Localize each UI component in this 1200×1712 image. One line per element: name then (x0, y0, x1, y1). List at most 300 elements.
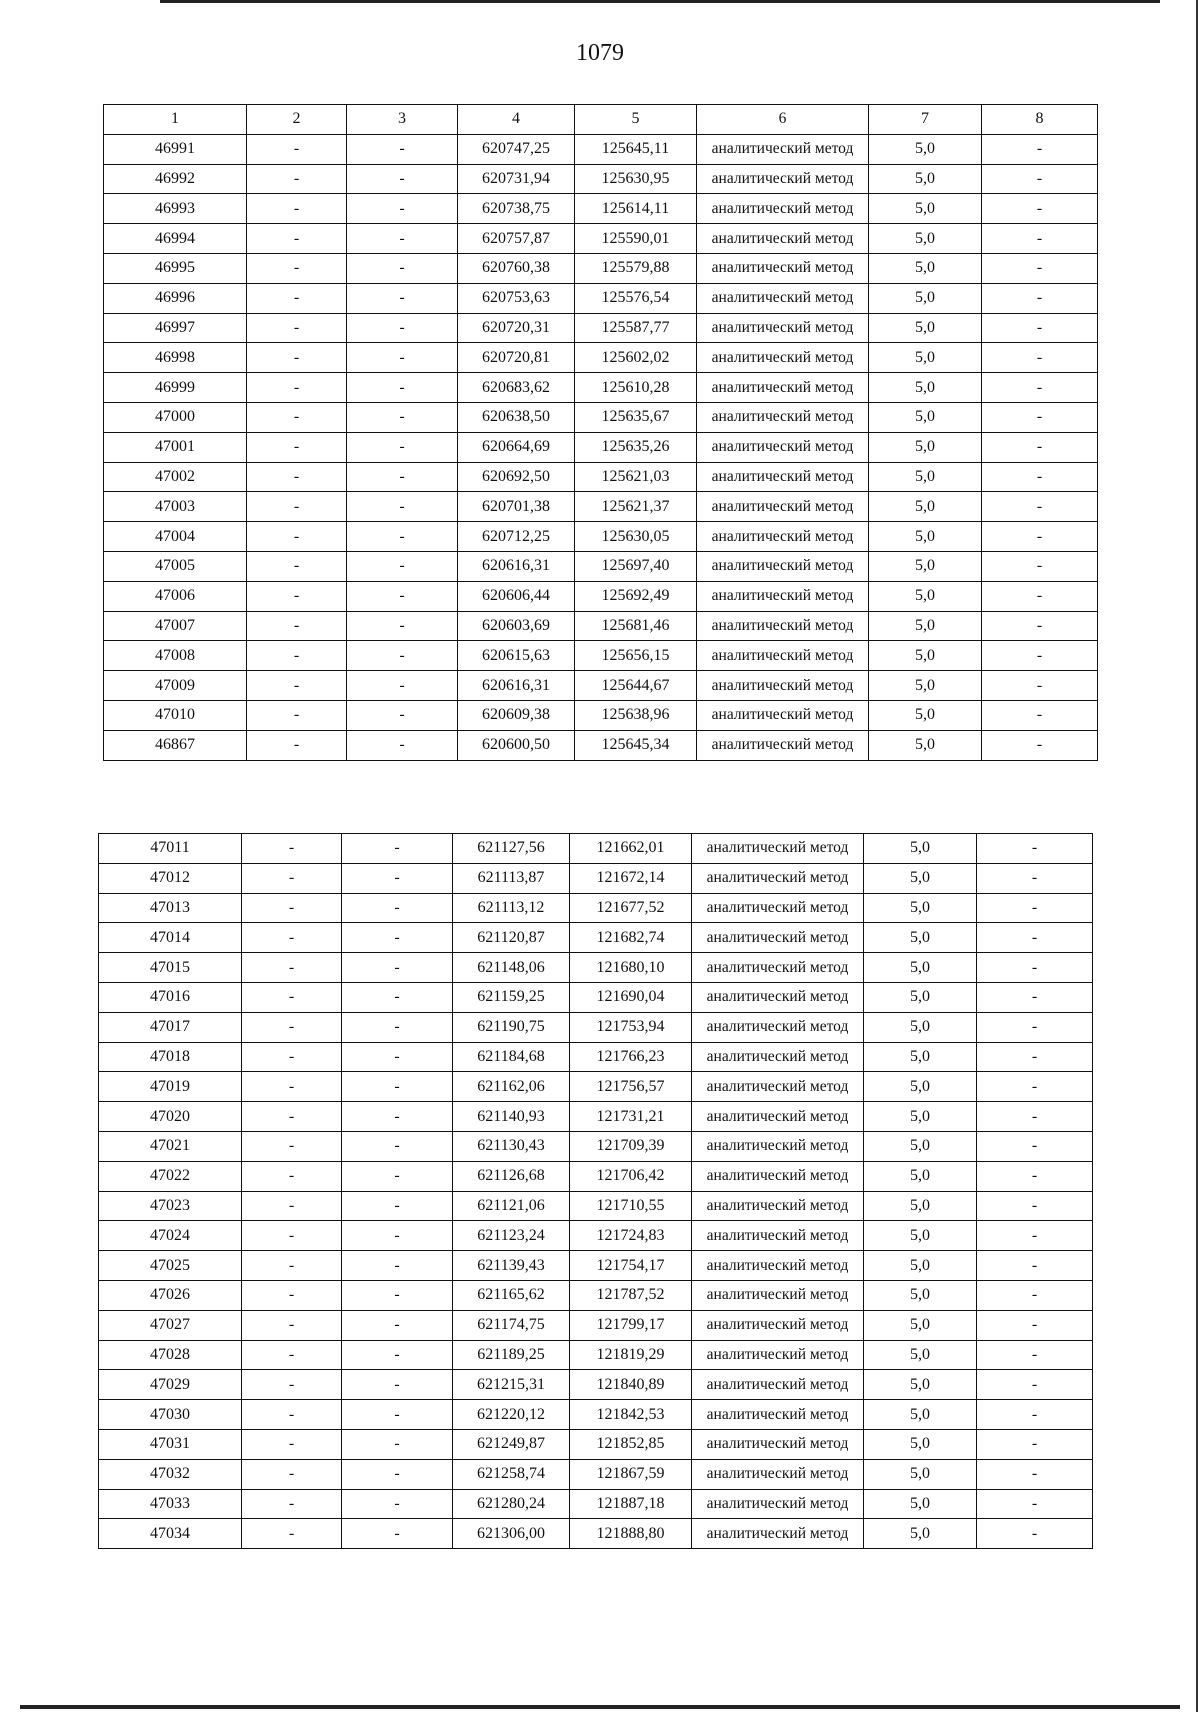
table-cell: 125645,11 (575, 134, 697, 164)
table-cell: аналитический метод (692, 1131, 864, 1161)
table-row (104, 313, 1098, 343)
table-cell: 46993 (104, 194, 247, 224)
table-cell: аналитический метод (697, 194, 869, 224)
table-cell: 620720,81 (458, 343, 575, 373)
table-cell: 125621,37 (575, 492, 697, 522)
table-cell: - (242, 1251, 342, 1281)
table-cell: - (242, 1012, 342, 1042)
table-cell: 125621,03 (575, 462, 697, 492)
table-cell: аналитический метод (692, 982, 864, 1012)
table-cell: - (982, 194, 1098, 224)
table-cell: - (342, 1042, 453, 1072)
table-cell: 5,0 (864, 1489, 977, 1519)
table-cell: 620600,50 (458, 730, 575, 760)
table-cell: 5,0 (864, 1280, 977, 1310)
table-cell: 621123,24 (453, 1221, 570, 1251)
table-cell: 121672,14 (570, 863, 692, 893)
table-row (104, 343, 1098, 373)
table-cell: 5,0 (864, 1251, 977, 1281)
table-row (104, 134, 1098, 164)
header-cell: 7 (869, 105, 982, 135)
table-cell: аналитический метод (692, 1489, 864, 1519)
table-cell: 47006 (104, 581, 247, 611)
table-cell: аналитический метод (692, 1310, 864, 1340)
table-cell: 620606,44 (458, 581, 575, 611)
table-cell: 620720,31 (458, 313, 575, 343)
header-cell: 4 (458, 105, 575, 135)
table-cell: - (342, 1370, 453, 1400)
table-cell: 5,0 (864, 1131, 977, 1161)
table-cell: 620638,50 (458, 402, 575, 432)
table-cell: - (347, 194, 458, 224)
table-cell: 121787,52 (570, 1280, 692, 1310)
table-cell: 5,0 (864, 1370, 977, 1400)
table-row (99, 1251, 1093, 1281)
table-cell: - (242, 1042, 342, 1072)
table-cell: - (242, 1221, 342, 1251)
table-row (99, 1280, 1093, 1310)
table-cell: 47020 (99, 1102, 242, 1132)
table-cell: 121709,39 (570, 1131, 692, 1161)
table-row (99, 863, 1093, 893)
table-cell: 47017 (99, 1012, 242, 1042)
table-cell: - (982, 522, 1098, 552)
table-cell: - (982, 581, 1098, 611)
table-cell: 5,0 (864, 1012, 977, 1042)
table-cell: аналитический метод (697, 164, 869, 194)
table-row (104, 224, 1098, 254)
table-cell: - (977, 1042, 1093, 1072)
table-cell: - (977, 834, 1093, 864)
table-cell: 620731,94 (458, 164, 575, 194)
table-cell: 125576,54 (575, 283, 697, 313)
table-cell: - (342, 1280, 453, 1310)
table-cell: - (347, 343, 458, 373)
table-cell: - (977, 1519, 1093, 1549)
table-cell: 5,0 (864, 953, 977, 983)
table-cell: аналитический метод (692, 1459, 864, 1489)
table-cell: 47004 (104, 522, 247, 552)
table-cell: - (977, 923, 1093, 953)
table-cell: 5,0 (869, 492, 982, 522)
table-cell: 620712,25 (458, 522, 575, 552)
table-cell: 620701,38 (458, 492, 575, 522)
table-cell: 5,0 (864, 1102, 977, 1132)
table-cell: 47001 (104, 432, 247, 462)
table-cell: - (247, 611, 347, 641)
table-cell: 5,0 (864, 1519, 977, 1549)
table-cell: - (982, 730, 1098, 760)
table-cell: аналитический метод (697, 253, 869, 283)
table-cell: аналитический метод (697, 134, 869, 164)
table-cell: - (347, 373, 458, 403)
table-cell: - (347, 522, 458, 552)
table-cell: - (247, 343, 347, 373)
table-cell: аналитический метод (697, 551, 869, 581)
table-cell: 621127,56 (453, 834, 570, 864)
table-cell: - (242, 1310, 342, 1340)
header-cell: 5 (575, 105, 697, 135)
table-cell: - (347, 551, 458, 581)
table-row (99, 1221, 1093, 1251)
table-cell: - (982, 343, 1098, 373)
table-cell: 121680,10 (570, 953, 692, 983)
scan-edge-bottom (20, 1705, 1180, 1709)
table-cell: - (242, 1489, 342, 1519)
table-cell: 121710,55 (570, 1191, 692, 1221)
table-cell: - (342, 1102, 453, 1132)
table-cell: 5,0 (869, 462, 982, 492)
table-cell: 621165,62 (453, 1280, 570, 1310)
header-cell: 6 (697, 105, 869, 135)
table-cell: аналитический метод (692, 1191, 864, 1221)
table-cell: - (982, 700, 1098, 730)
table-cell: 5,0 (869, 402, 982, 432)
table-cell: 5,0 (864, 893, 977, 923)
table-cell: 620683,62 (458, 373, 575, 403)
table-cell: 121852,85 (570, 1429, 692, 1459)
table-row (99, 1370, 1093, 1400)
table-cell: аналитический метод (692, 893, 864, 923)
table-cell: - (977, 1161, 1093, 1191)
table-cell: 621139,43 (453, 1251, 570, 1281)
table-cell: - (247, 283, 347, 313)
table-cell: - (347, 134, 458, 164)
table-cell: 121690,04 (570, 982, 692, 1012)
table-cell: 5,0 (869, 194, 982, 224)
table-cell: - (982, 432, 1098, 462)
table-cell: - (982, 373, 1098, 403)
table-cell: 125602,02 (575, 343, 697, 373)
table-cell: - (982, 611, 1098, 641)
table-row (104, 581, 1098, 611)
table-cell: 47031 (99, 1429, 242, 1459)
table-cell: - (342, 923, 453, 953)
table-cell: 47019 (99, 1072, 242, 1102)
table-cell: 125635,26 (575, 432, 697, 462)
page-number: 1079 (576, 40, 624, 66)
table-cell: - (247, 730, 347, 760)
table-cell: 47029 (99, 1370, 242, 1400)
table-row (104, 641, 1098, 671)
table-cell: - (982, 253, 1098, 283)
table-cell: 621258,74 (453, 1459, 570, 1489)
table-cell: - (977, 1489, 1093, 1519)
table-cell: 46991 (104, 134, 247, 164)
table-cell: 5,0 (869, 730, 982, 760)
table-cell: 620609,38 (458, 700, 575, 730)
table-cell: 621249,87 (453, 1429, 570, 1459)
table-cell: 121706,42 (570, 1161, 692, 1191)
table-cell: - (247, 402, 347, 432)
table-cell: 5,0 (869, 611, 982, 641)
table-cell: 46994 (104, 224, 247, 254)
table-row (104, 164, 1098, 194)
table-cell: 621190,75 (453, 1012, 570, 1042)
table-cell: 5,0 (869, 641, 982, 671)
table-row (99, 923, 1093, 953)
table-row (99, 982, 1093, 1012)
table-cell: 47033 (99, 1489, 242, 1519)
table-cell: аналитический метод (697, 730, 869, 760)
table-row (99, 1072, 1093, 1102)
table-cell: 121819,29 (570, 1340, 692, 1370)
table-cell: - (982, 641, 1098, 671)
table-cell: 5,0 (864, 1459, 977, 1489)
table-cell: 620753,63 (458, 283, 575, 313)
table-cell: - (342, 1191, 453, 1221)
table-cell: 620616,31 (458, 551, 575, 581)
table-row (99, 1042, 1093, 1072)
table-cell: 5,0 (869, 343, 982, 373)
table-cell: 621148,06 (453, 953, 570, 983)
table-cell: 121724,83 (570, 1221, 692, 1251)
table-cell: 620616,31 (458, 671, 575, 701)
table-cell: 620615,63 (458, 641, 575, 671)
table-cell: 5,0 (864, 1072, 977, 1102)
table-cell: 121754,17 (570, 1251, 692, 1281)
table-cell: - (247, 641, 347, 671)
table-row (99, 1400, 1093, 1430)
table-cell: - (242, 1519, 342, 1549)
table-cell: 621306,00 (453, 1519, 570, 1549)
table-cell: 46992 (104, 164, 247, 194)
table-row (104, 671, 1098, 701)
table-cell: - (342, 1459, 453, 1489)
table-cell: 620760,38 (458, 253, 575, 283)
coordinates-table-1 (103, 104, 1098, 761)
table-cell: - (977, 1072, 1093, 1102)
table-cell: - (982, 671, 1098, 701)
table-cell: - (982, 164, 1098, 194)
table-cell: - (247, 164, 347, 194)
table-cell: - (242, 863, 342, 893)
table-cell: - (977, 893, 1093, 923)
table-row (99, 1161, 1093, 1191)
table-cell: - (247, 134, 347, 164)
table-cell: аналитический метод (692, 1370, 864, 1400)
table-cell: 5,0 (869, 134, 982, 164)
table-cell: 125656,15 (575, 641, 697, 671)
table-cell: 46997 (104, 313, 247, 343)
table-cell: 46867 (104, 730, 247, 760)
table-cell: - (342, 1221, 453, 1251)
table-cell: - (242, 1161, 342, 1191)
table-cell: - (977, 1251, 1093, 1281)
table-cell: 125630,95 (575, 164, 697, 194)
table-cell: - (247, 194, 347, 224)
header-row (104, 105, 1098, 135)
table-cell: 47000 (104, 402, 247, 432)
table-cell: 121753,94 (570, 1012, 692, 1042)
table-row (99, 1310, 1093, 1340)
table-cell: - (242, 893, 342, 923)
table-cell: - (977, 1102, 1093, 1132)
table-cell: - (247, 492, 347, 522)
table-cell: - (347, 581, 458, 611)
table-cell: 620603,69 (458, 611, 575, 641)
table-cell: 121799,17 (570, 1310, 692, 1340)
scan-edge-top (160, 0, 1160, 3)
table-cell: аналитический метод (697, 224, 869, 254)
table-cell: 621174,75 (453, 1310, 570, 1340)
table-cell: 621189,25 (453, 1340, 570, 1370)
table-cell: 121887,18 (570, 1489, 692, 1519)
table-cell: аналитический метод (692, 863, 864, 893)
table-cell: - (342, 1251, 453, 1281)
table-cell: - (247, 224, 347, 254)
table-row (99, 1191, 1093, 1221)
table-cell: - (242, 834, 342, 864)
table-cell: 621159,25 (453, 982, 570, 1012)
table-cell: 47026 (99, 1280, 242, 1310)
table-cell: 47021 (99, 1131, 242, 1161)
table-cell: 125644,67 (575, 671, 697, 701)
table-cell: - (242, 1459, 342, 1489)
table-cell: 620692,50 (458, 462, 575, 492)
table-cell: 46998 (104, 343, 247, 373)
table-cell: 121766,23 (570, 1042, 692, 1072)
table-cell: - (982, 283, 1098, 313)
table-cell: - (977, 1370, 1093, 1400)
table-cell: - (347, 700, 458, 730)
table-cell: 621126,68 (453, 1161, 570, 1191)
table-cell: 5,0 (869, 432, 982, 462)
table-cell: аналитический метод (697, 641, 869, 671)
table-cell: 5,0 (864, 1400, 977, 1430)
table-cell: аналитический метод (697, 611, 869, 641)
table-cell: 47030 (99, 1400, 242, 1430)
table-cell: - (347, 730, 458, 760)
table-cell: - (347, 224, 458, 254)
table-cell: 5,0 (864, 1310, 977, 1340)
table-row (104, 730, 1098, 760)
table-cell: - (977, 1131, 1093, 1161)
table-cell: аналитический метод (697, 432, 869, 462)
table-cell: аналитический метод (697, 313, 869, 343)
table-cell: 621184,68 (453, 1042, 570, 1072)
table-cell: 621220,12 (453, 1400, 570, 1430)
table-cell: 121840,89 (570, 1370, 692, 1400)
table-cell: 121731,21 (570, 1102, 692, 1132)
table-cell: 621120,87 (453, 923, 570, 953)
table-cell: - (977, 1459, 1093, 1489)
table-row (104, 522, 1098, 552)
table-cell: - (977, 1429, 1093, 1459)
table-cell: 125614,11 (575, 194, 697, 224)
table-cell: 5,0 (869, 671, 982, 701)
table-cell: аналитический метод (692, 1042, 864, 1072)
table-cell: - (977, 1400, 1093, 1430)
table-cell: 121842,53 (570, 1400, 692, 1430)
table-cell: 5,0 (869, 283, 982, 313)
table-cell: 47027 (99, 1310, 242, 1340)
table-cell: 621113,87 (453, 863, 570, 893)
table-cell: - (242, 953, 342, 983)
table-cell: - (242, 1400, 342, 1430)
table-cell: - (342, 1161, 453, 1191)
table-cell: 5,0 (869, 700, 982, 730)
table-cell: 125697,40 (575, 551, 697, 581)
table-cell: - (982, 462, 1098, 492)
table-cell: - (982, 313, 1098, 343)
table-cell: 621113,12 (453, 893, 570, 923)
table-row (104, 611, 1098, 641)
table-cell: аналитический метод (692, 1012, 864, 1042)
table-row (104, 253, 1098, 283)
table-cell: - (242, 923, 342, 953)
table-cell: 620664,69 (458, 432, 575, 462)
table-cell: - (242, 1131, 342, 1161)
table-cell: аналитический метод (692, 1340, 864, 1370)
table-cell: 5,0 (869, 164, 982, 194)
table-row (104, 492, 1098, 522)
table-cell: 621162,06 (453, 1072, 570, 1102)
table-cell: - (982, 492, 1098, 522)
table-cell: 125645,34 (575, 730, 697, 760)
table-cell: 121756,57 (570, 1072, 692, 1102)
table-cell: 46996 (104, 283, 247, 313)
table-cell: - (982, 551, 1098, 581)
table-cell: аналитический метод (692, 834, 864, 864)
table-cell: - (247, 671, 347, 701)
table-cell: аналитический метод (692, 1400, 864, 1430)
coordinates-table-2 (98, 833, 1093, 1549)
table-cell: аналитический метод (692, 923, 864, 953)
table-cell: - (342, 1429, 453, 1459)
table-row (104, 551, 1098, 581)
table-cell: 5,0 (864, 1042, 977, 1072)
table-cell: аналитический метод (692, 1102, 864, 1132)
table-cell: 121662,01 (570, 834, 692, 864)
table-cell: 5,0 (869, 373, 982, 403)
scan-edge-right (1196, 0, 1198, 1712)
table-cell: 121682,74 (570, 923, 692, 953)
table-cell: - (977, 1221, 1093, 1251)
table-cell: - (247, 432, 347, 462)
table-cell: аналитический метод (697, 492, 869, 522)
table-cell: - (977, 1340, 1093, 1370)
table-cell: - (982, 134, 1098, 164)
table-cell: - (342, 893, 453, 923)
table-row (104, 700, 1098, 730)
table-cell: 47013 (99, 893, 242, 923)
table-cell: 125638,96 (575, 700, 697, 730)
table-cell: - (347, 611, 458, 641)
table-cell: - (242, 1072, 342, 1102)
table-cell: аналитический метод (692, 1429, 864, 1459)
table-cell: 47015 (99, 953, 242, 983)
table-row (104, 283, 1098, 313)
header-cell: 1 (104, 105, 247, 135)
table-cell: 47014 (99, 923, 242, 953)
table-row (104, 462, 1098, 492)
table-cell: 47028 (99, 1340, 242, 1370)
table-cell: - (247, 581, 347, 611)
table-row (104, 402, 1098, 432)
table-cell: 620757,87 (458, 224, 575, 254)
table-cell: 621121,06 (453, 1191, 570, 1221)
table-cell: 47034 (99, 1519, 242, 1549)
table-row (99, 1429, 1093, 1459)
table-cell: - (342, 1012, 453, 1042)
table-cell: - (982, 224, 1098, 254)
table-row (99, 1459, 1093, 1489)
table-cell: - (242, 982, 342, 1012)
table-cell: - (242, 1340, 342, 1370)
table-cell: - (977, 1012, 1093, 1042)
table-cell: - (347, 313, 458, 343)
